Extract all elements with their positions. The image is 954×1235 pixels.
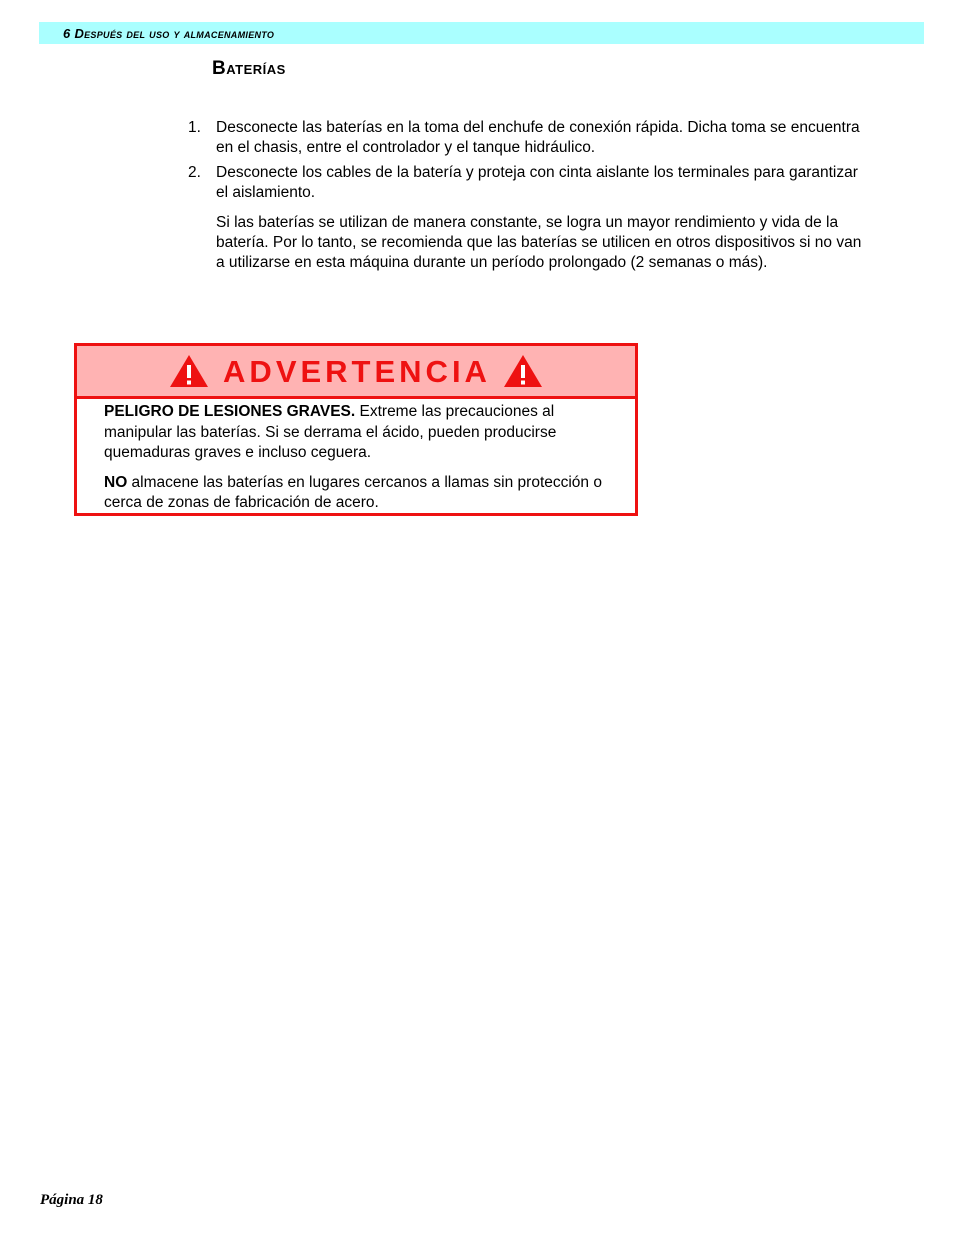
- list-item: [188, 163, 868, 203]
- steps-list: [188, 118, 868, 273]
- chapter-title: 6 Después del uso y almacenamiento: [63, 26, 275, 41]
- page-number: Página 18: [40, 1192, 103, 1208]
- chapter-header-bar: [39, 22, 924, 44]
- step-text: Desconecte las baterías en la toma del enchufe de conexión rápida. Dicha toma se encuentra en el chasis, entre el controlador y el tanque hidráulico.: [216, 119, 860, 156]
- warning-header: [77, 346, 635, 399]
- warning-body: [77, 399, 635, 514]
- step-number: 2.: [188, 164, 201, 181]
- warning-emphasis: PELIGRO DE LESIONES GRAVES.: [104, 403, 356, 420]
- warning-text: Extreme las precauciones al manipular las baterías. Si se derrama el ácido, pueden producirse quemaduras graves e incluso ceguera.: [104, 403, 557, 461]
- warning-triangle-icon: [169, 354, 209, 388]
- section-title: Baterías: [212, 58, 286, 79]
- warning-title: ADVERTENCIA: [223, 353, 491, 389]
- step-number: 1.: [188, 119, 201, 136]
- warning-triangle-icon: [503, 354, 543, 388]
- warning-paragraph: [104, 473, 615, 514]
- battery-note: Si las baterías se utilizan de manera constante, se logra un mayor rendimiento y vida de la batería. Por lo tanto, se recomienda que las baterías se utilicen en otros dispositivos si no van a utilizarse en esta máquina durante un período prolongado (2 semanas o más).: [216, 214, 862, 271]
- warning-emphasis: NO: [104, 473, 128, 491]
- warning-box: [74, 343, 638, 516]
- warning-text: almacene las baterías en lugares cercanos a llamas sin protección o cerca de zonas de fabricación de acero.: [104, 473, 602, 511]
- warning-paragraph: [104, 402, 615, 464]
- step-text: Desconecte los cables de la batería y proteja con cinta aislante los terminales para garantizar el aislamiento.: [216, 164, 858, 201]
- list-item: [188, 118, 868, 158]
